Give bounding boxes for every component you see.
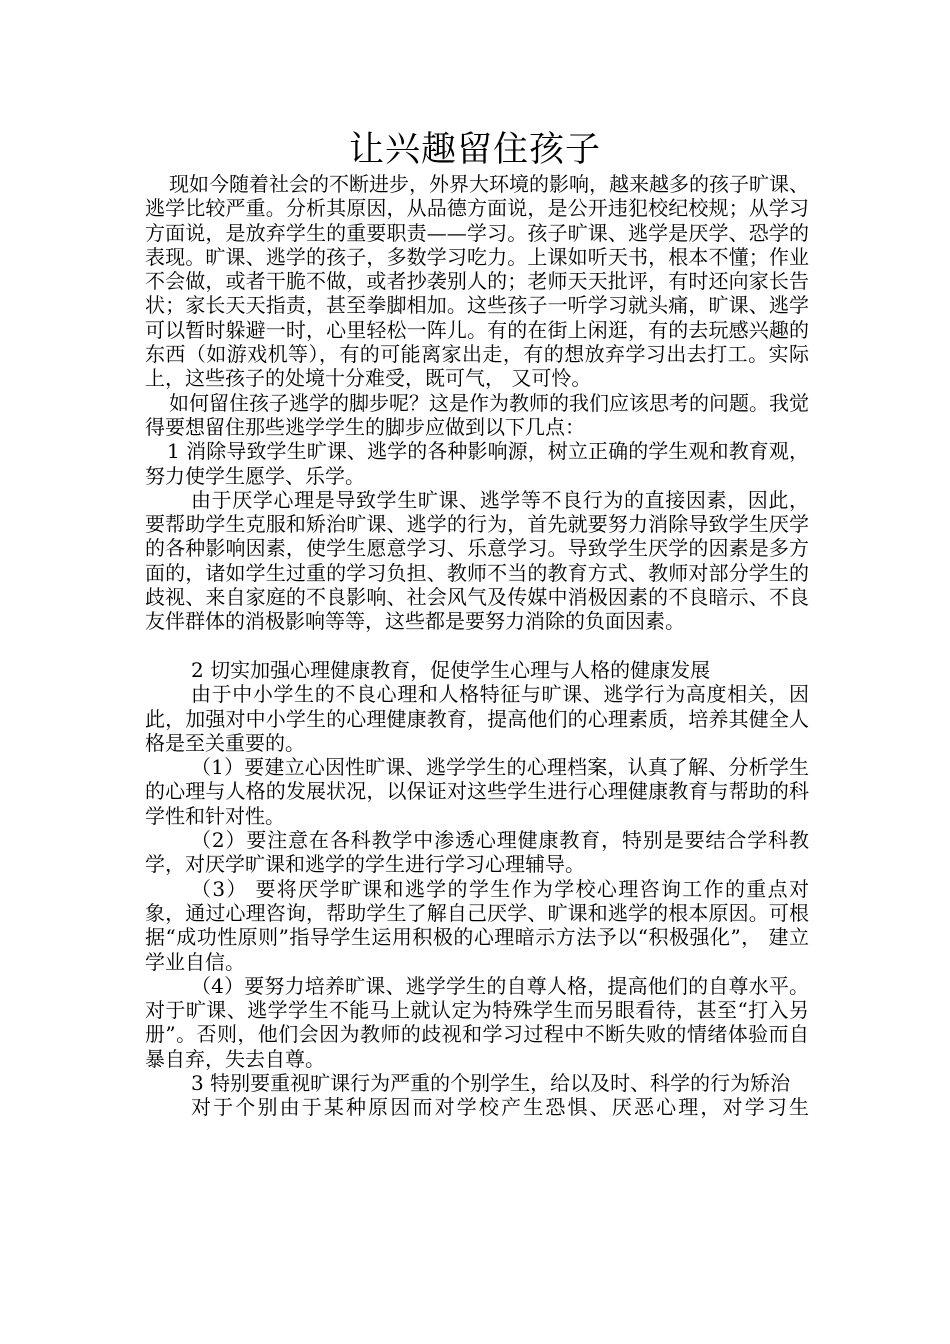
document-title: 让兴趣留住孩子 [348, 130, 601, 170]
heading-point-1: 1 消除导致学生旷课、逃学的各种影响源，树立正确的学生观和教育观，努力使学生愿学、乐学。 [145, 439, 809, 488]
paragraph-subpoint-4: （4）要努力培养旷课、逃学学生的自尊人格，提高他们的自尊水平。对于旷课、逃学学生不能马上就认定为特殊学生而另眼看待，甚至“打入另册”。否则，他们会因为教师的歧视和学习过程中不断失败的情绪体验而自暴自弃，失去自尊。 [145, 973, 809, 1071]
paragraph-intro: 现如今随着社会的不断进步，外界大环境的影响，越来越多的孩子旷课、逃学比较严重。分析其原因，从品德方面说，是公开违犯校纪校规；从学习方面说，是放弃学生的重要职责——学习。孩子旷课、逃学是厌学、恐学的表现。旷课、逃学的孩子，多数学习吃力。上课如听天书，根本不懂；作业不会做，或者干脆不做，或者抄袭别人的；老师天天批评，有时还向家长告状；家长天天指责，甚至拳脚相加。这些孩子一听学习就头痛，旷课、逃学可以暂时躲避一时，心里轻松一阵儿。有的在街上闲逛，有的去玩感兴趣的东西（如游戏机等），有的可能离家出走，有的想放弃学习出去打工。实际上，这些孩子的处境十分难受，既可气， 又可怜。 [145, 172, 809, 391]
paragraph-question: 如何留住孩子逃学的脚步呢？这是作为教师的我们应该思考的问题。我觉得要想留住那些逃学学生的脚步应做到以下几点： [145, 390, 809, 439]
paragraph-subpoint-1: （1）要建立心因性旷课、逃学学生的心理档案，认真了解、分析学生的心理与人格的发展状况，以保证对这些学生进行心理健康教育与帮助的科学性和针对性。 [145, 755, 809, 828]
paragraph-subpoint-2: （2）要注意在各科教学中渗透心理健康教育，特别是要结合学科教学，对厌学旷课和逃学的学生进行学习心理辅导。 [145, 828, 809, 877]
heading-point-2: 2 切实加强心理健康教育，促使学生心理与人格的健康发展 [191, 657, 711, 682]
paragraph-point-1: 由于厌学心理是导致学生旷课、逃学等不良行为的直接因素，因此，要帮助学生克服和矫治旷课、逃学的行为，首先就要努力消除导致学生厌学的各种影响因素，使学生愿意学习、乐意学习。导致学生厌学的因素是多方面的，诸如学生过重的学习负担、教师不当的教育方式、教师对部分学生的歧视、来自家庭的不良影响、社会风气及传媒中消极因素的不良暗示、不良友伴群体的消极影响等等，这些都是要努力消除的负面因素。 [145, 487, 809, 634]
blank-line [145, 634, 809, 658]
paragraph-point-2: 由于中小学生的不良心理和人格特征与旷课、逃学行为高度相关，因此，加强对中小学生的心理健康教育，提高他们的心理素质，培养其健全人格是至关重要的。 [145, 682, 809, 755]
paragraph-point-3: 对于个别由于某种原因而对学校产生恐惧、厌恶心理，对学习生 [191, 1095, 809, 1120]
heading-point-3: 3 特别要重视旷课行为严重的个别学生，给以及时、科学的行为矫治 [191, 1070, 791, 1095]
paragraph-subpoint-3: （3） 要将厌学旷课和逃学的学生作为学校心理咨询工作的重点对象，通过心理咨询，帮助学生了解自己厌学、旷课和逃学的根本原因。可根据“成功性原则”指导学生运用积极的心理暗示方法予以“积极强化”， 建立学业自信。 [145, 876, 809, 974]
document-body [145, 172, 809, 1120]
